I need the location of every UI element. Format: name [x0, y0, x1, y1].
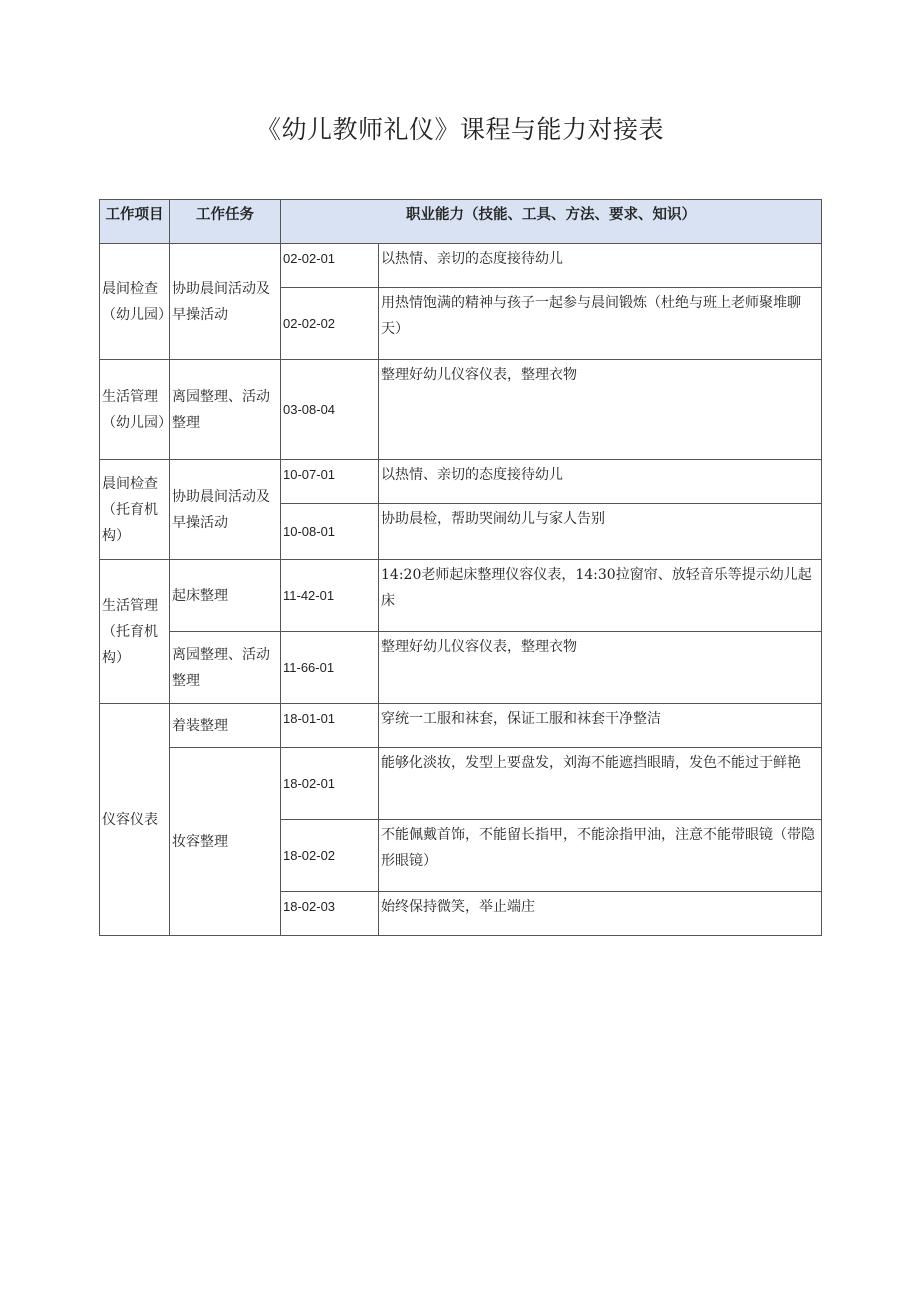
requirement-cell: 整理好幼儿仪容仪表，整理衣物 — [379, 360, 822, 460]
requirement-cell: 穿统一工服和袜套，保证工服和袜套干净整洁 — [379, 704, 822, 748]
project-cell: 晨间检查（幼儿园） — [100, 244, 170, 360]
header-project: 工作项目 — [100, 200, 170, 244]
requirement-cell: 能够化淡妆，发型上要盘发，刘海不能遮挡眼睛，发色不能过于鲜艳 — [379, 748, 822, 820]
table-row — [100, 560, 822, 632]
document-title: 《幼儿教师礼仪》课程与能力对接表 — [255, 115, 664, 144]
header-ability: 职业能力（技能、工具、方法、要求、知识） — [281, 200, 822, 244]
requirement-cell: 协助晨检，帮助哭闹幼儿与家人告别 — [379, 504, 822, 560]
code-cell: 18-02-01 — [281, 748, 379, 820]
requirement-cell: 始终保持微笑，举止端庄 — [379, 892, 822, 936]
requirement-cell: 整理好幼儿仪容仪表，整理衣物 — [379, 632, 822, 704]
project-cell: 生活管理（幼儿园） — [100, 360, 170, 460]
curriculum-ability-table — [99, 199, 822, 936]
header-task: 工作任务 — [170, 200, 281, 244]
task-cell: 起床整理 — [170, 560, 281, 632]
code-cell: 18-01-01 — [281, 704, 379, 748]
code-cell: 10-07-01 — [281, 460, 379, 504]
project-cell: 仪容仪表 — [100, 704, 170, 936]
code-cell: 11-66-01 — [281, 632, 379, 704]
task-cell: 协助晨间活动及早操活动 — [170, 460, 281, 560]
requirement-cell: 不能佩戴首饰，不能留长指甲，不能涂指甲油，注意不能带眼镜（带隐形眼镜） — [379, 820, 822, 892]
table-row — [100, 244, 822, 288]
table-row — [100, 748, 822, 820]
table-row — [100, 360, 822, 460]
project-cell: 生活管理（托育机构） — [100, 560, 170, 704]
requirement-cell: 14:20老师起床整理仪容仪表，14:30拉窗帘、放轻音乐等提示幼儿起床 — [379, 560, 822, 632]
code-cell: 10-08-01 — [281, 504, 379, 560]
table-row — [100, 704, 822, 748]
task-cell: 妆容整理 — [170, 748, 281, 936]
code-cell: 11-42-01 — [281, 560, 379, 632]
code-cell: 02-02-02 — [281, 288, 379, 360]
project-cell: 晨间检查（托育机构） — [100, 460, 170, 560]
table-header-row — [100, 200, 822, 244]
requirement-cell: 用热情饱满的精神与孩子一起参与晨间锻炼（杜绝与班上老师聚堆聊天） — [379, 288, 822, 360]
task-cell: 离园整理、活动整理 — [170, 360, 281, 460]
task-cell: 离园整理、活动整理 — [170, 632, 281, 704]
code-cell: 03-08-04 — [281, 360, 379, 460]
task-cell: 着装整理 — [170, 704, 281, 748]
code-cell: 18-02-03 — [281, 892, 379, 936]
code-cell: 18-02-02 — [281, 820, 379, 892]
task-cell: 协助晨间活动及早操活动 — [170, 244, 281, 360]
requirement-cell: 以热情、亲切的态度接待幼儿 — [379, 460, 822, 504]
table-row — [100, 632, 822, 704]
requirement-cell: 以热情、亲切的态度接待幼儿 — [379, 244, 822, 288]
code-cell: 02-02-01 — [281, 244, 379, 288]
table-row — [100, 460, 822, 504]
